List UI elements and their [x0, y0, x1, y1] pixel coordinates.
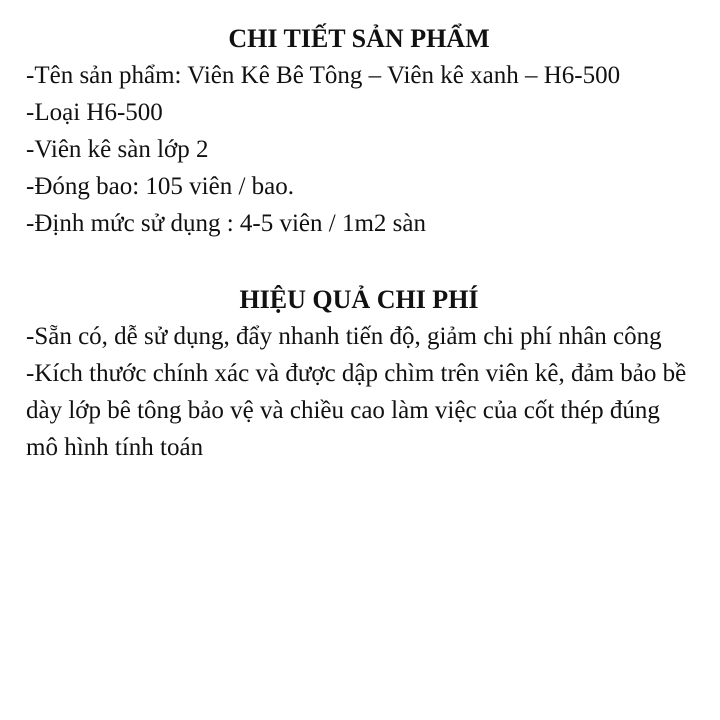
- section-heading-cost-effectiveness: HIỆU QUẢ CHI PHÍ: [239, 285, 479, 314]
- product-details-list: [26, 57, 692, 242]
- detail-line-usage-rate: -Định mức sử dụng : 4-5 viên / 1m2 sàn: [26, 210, 426, 237]
- effect-line-availability: -Sẵn có, dễ sử dụng, đẩy nhanh tiến độ, giảm chi phí nhân công: [26, 323, 662, 350]
- detail-line-layer: -Viên kê sàn lớp 2: [26, 136, 209, 163]
- detail-line-product-name: -Tên sản phẩm: Viên Kê Bê Tông – Viên kê xanh – H6-500: [26, 62, 621, 89]
- detail-line-packing: -Đóng bao: 105 viên / bao.: [26, 173, 295, 200]
- detail-line-type: -Loại H6-500: [26, 99, 163, 126]
- cost-effectiveness-list: [26, 318, 692, 466]
- section-heading-product-details: CHI TIẾT SẢN PHẨM: [228, 24, 490, 53]
- effect-line-precision: -Kích thước chính xác và được dập chìm trên viên kê, đảm bảo bề dày lớp bê tông bảo vệ và chiều cao làm việc của cốt thép đúng mô hình tính toán: [26, 360, 687, 461]
